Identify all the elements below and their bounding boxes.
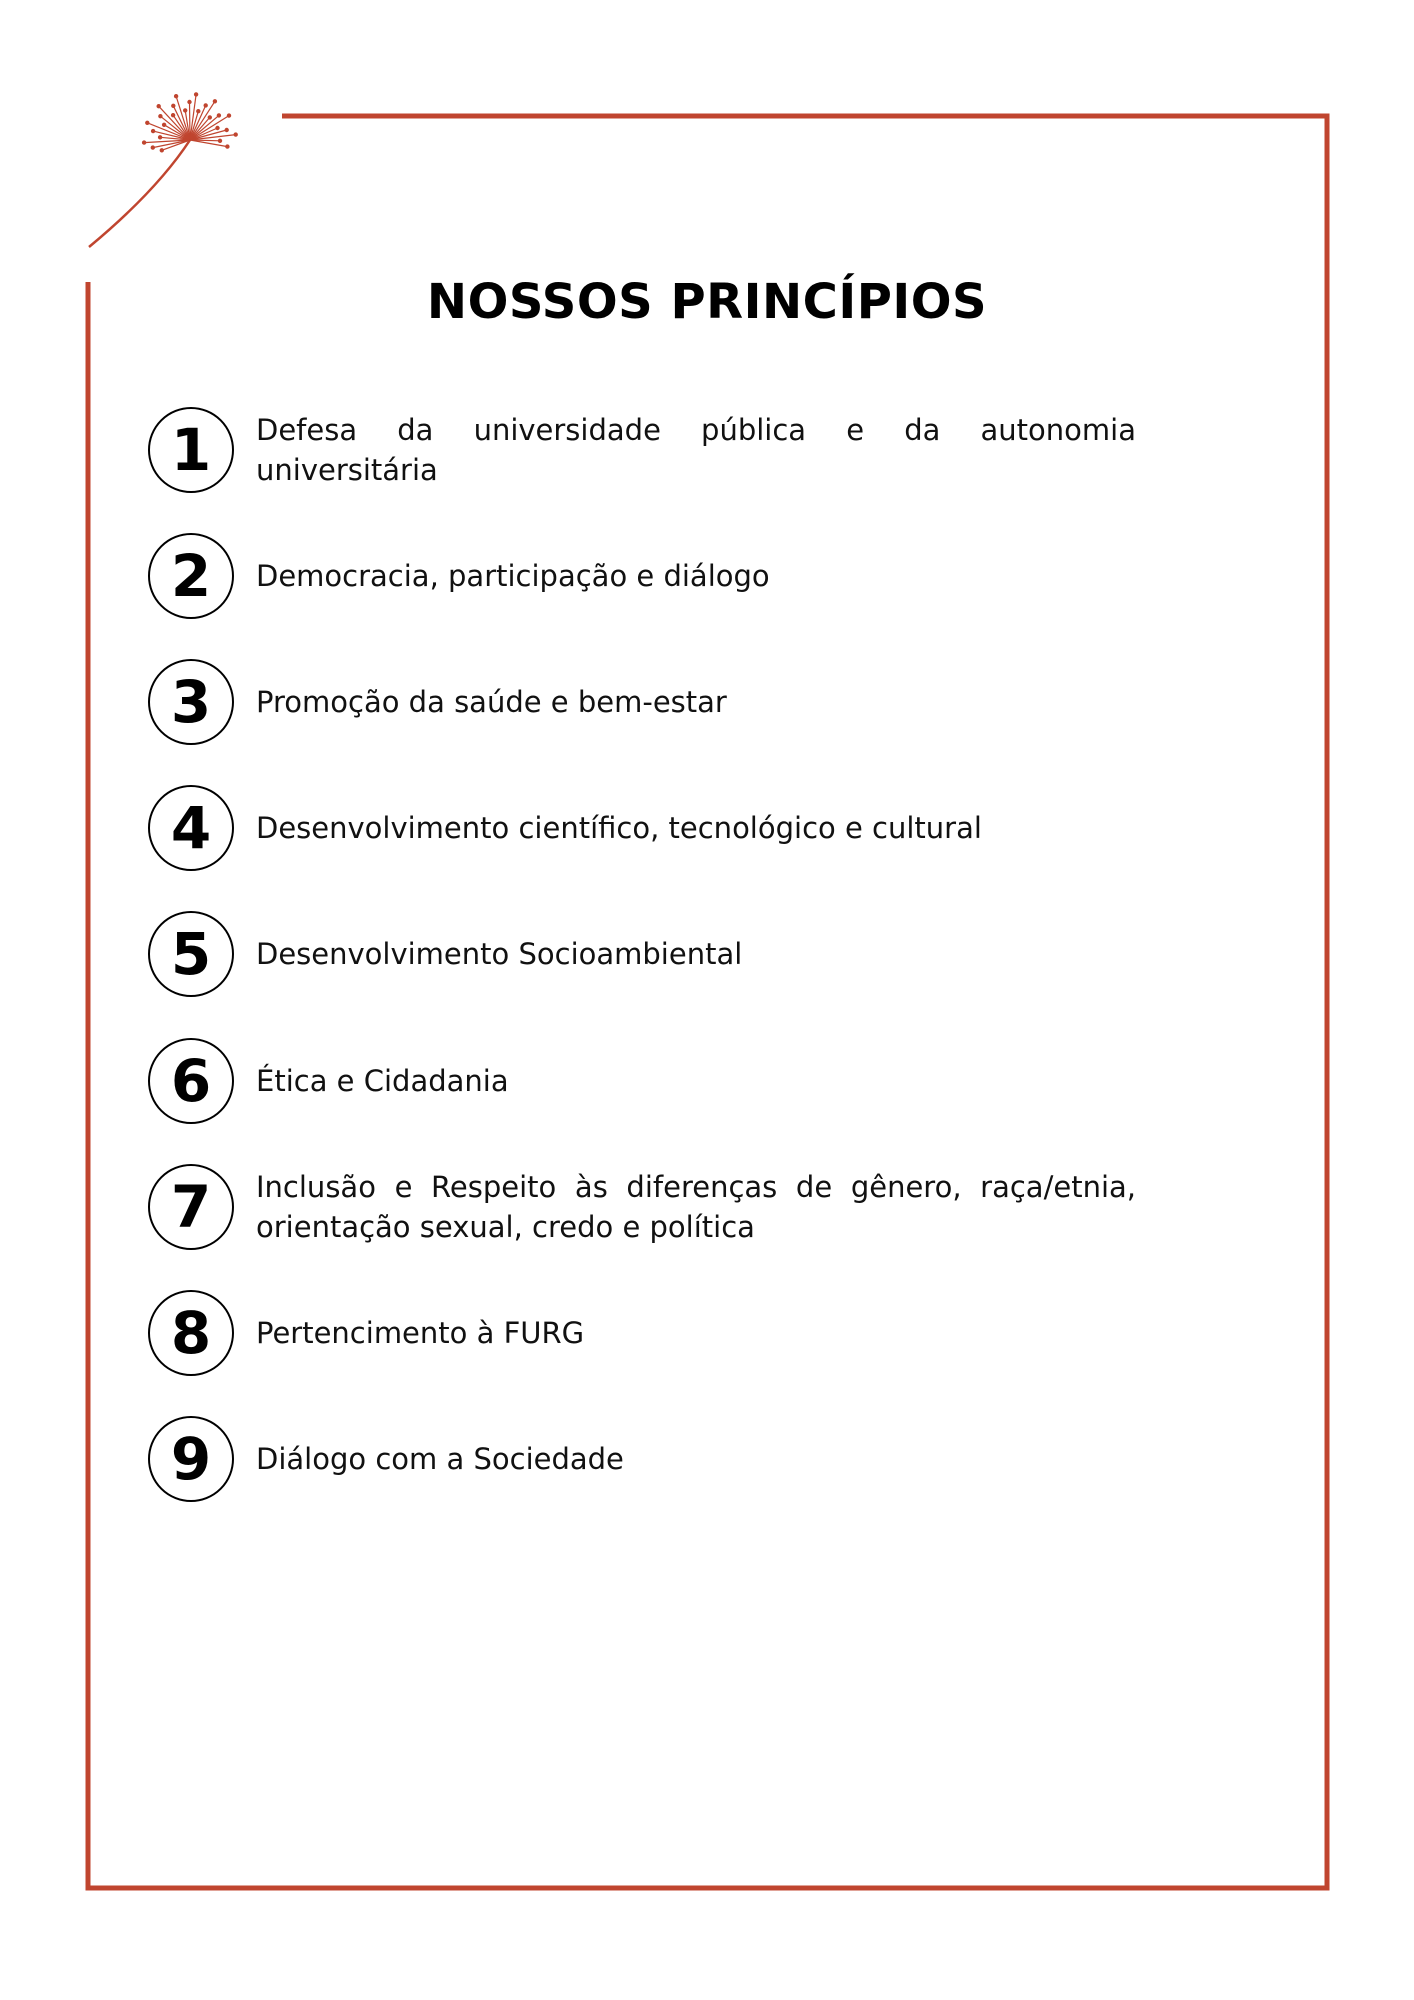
principle-item: [148, 1038, 1148, 1130]
principle-text: Defesa da universidade pública e da autonomia universitária: [256, 413, 1136, 487]
principle-number-badge: 1: [148, 407, 234, 493]
principle-number-badge: 5: [148, 911, 234, 997]
principle-item: [148, 911, 1148, 1003]
principle-text: Inclusão e Respeito às diferenças de gênero, raça/etnia, orientação sexual, credo e política: [256, 1170, 1136, 1244]
principle-number-badge: 6: [148, 1038, 234, 1124]
principle-number-badge: 7: [148, 1164, 234, 1250]
principle-text: Desenvolvimento Socioambiental: [256, 937, 743, 971]
principle-number-badge: 4: [148, 785, 234, 871]
principle-text: Diálogo com a Sociedade: [256, 1442, 624, 1476]
principle-item: [148, 659, 1148, 751]
principle-number-badge: 2: [148, 533, 234, 619]
dandelion-icon: [89, 93, 237, 247]
principle-item: [148, 785, 1148, 877]
principle-text: Ética e Cidadania: [256, 1064, 509, 1098]
principle-item: [148, 407, 1148, 499]
principle-text: Pertencimento à FURG: [256, 1316, 585, 1350]
principle-text: Democracia, participação e diálogo: [256, 559, 770, 593]
principle-number-badge: 9: [148, 1416, 234, 1502]
principle-item: [148, 1164, 1148, 1256]
principle-text: Desenvolvimento científico, tecnológico e cultural: [256, 811, 982, 845]
principle-text: Promoção da saúde e bem-estar: [256, 685, 727, 719]
principle-item: [148, 1416, 1148, 1508]
principle-item: [148, 533, 1148, 625]
principle-number-badge: 3: [148, 659, 234, 745]
page-title: NOSSOS PRINCÍPIOS: [426, 274, 988, 330]
principle-number-badge: 8: [148, 1290, 234, 1376]
principle-item: [148, 1290, 1148, 1382]
